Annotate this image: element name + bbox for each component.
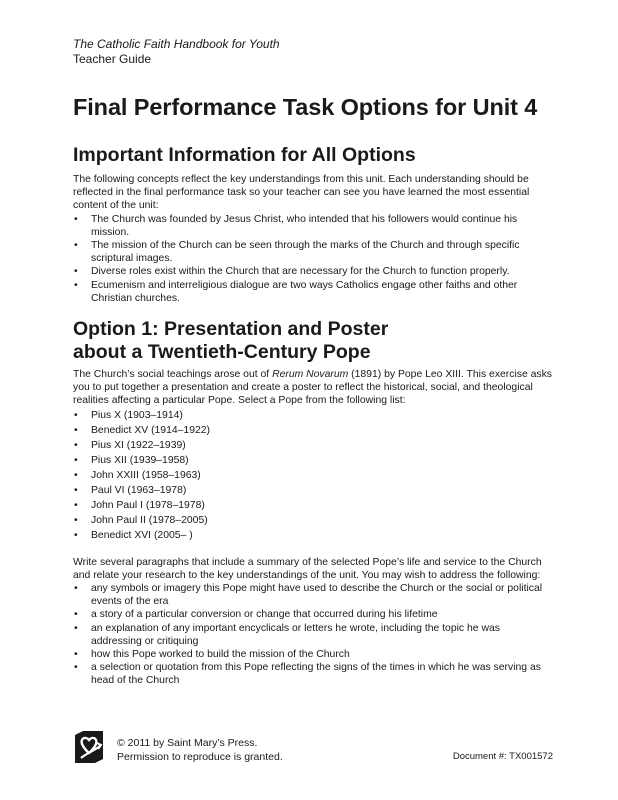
list-item: • Pius XI (1922–1939) <box>73 438 553 453</box>
guide-label: Teacher Guide <box>73 52 152 66</box>
list-item: • John XXIII (1958–1963) <box>73 468 553 483</box>
intro-text-after: (1891) by Pope Leo XIII. This exercise asks you to put together a presentation and create a poster to reflect the historical, social, and theological realities affecting a particular Pope. Select a Pope from the following list: <box>73 369 552 407</box>
list-item: • Diverse roles exist within the Church that are necessary for the Church to function properly. <box>73 265 553 278</box>
document-footer <box>73 729 553 769</box>
list-item: • Ecumenism and interreligious dialogue are two ways Catholics engage other faiths and other Christian churches. <box>73 279 553 305</box>
heading-line-1: Option 1: Presentation and Poster <box>73 318 389 340</box>
document-number: Document #: TX001572 <box>452 751 553 762</box>
section-heading <box>73 318 553 364</box>
encyclical-title: Rerum Novarum <box>272 369 349 380</box>
list-item: • Paul VI (1963–1978) <box>73 483 553 498</box>
document-header <box>73 37 280 67</box>
list-item: • The Church was founded by Jesus Christ, who intended that his followers would continue his mission. <box>73 213 553 239</box>
list-item: • Benedict XV (1914–1922) <box>73 423 553 438</box>
intro-text-before: The Church’s social teachings arose out of <box>73 369 273 380</box>
key-understandings-list <box>73 213 553 305</box>
section-heading: Important Information for All Options <box>73 144 416 166</box>
permission-text: Permission to reproduce is granted. <box>117 750 283 763</box>
copyright-notice <box>117 737 283 764</box>
section-option-1 <box>73 318 553 688</box>
list-item: • a story of a particular conversion or change that occurred during his lifetime <box>73 608 553 621</box>
saint-marys-press-logo-icon <box>73 729 105 765</box>
heading-line-2: about a Twentieth-Century Pope <box>73 341 371 363</box>
book-title: The Catholic Faith Handbook for Youth <box>73 37 280 51</box>
list-item: • Pius XII (1939–1958) <box>73 453 553 468</box>
copyright-text: © 2011 by Saint Mary’s Press. <box>117 737 258 749</box>
instructions-paragraph: Write several paragraphs that include a summary of the selected Pope’s life and service to the Church and relate your research to the key understandings of the unit. You may wish to address the following: <box>73 556 542 581</box>
section-intro: The following concepts reflect the key understandings from this unit. Each understanding should be reflected in the final performance task so your teacher can see you have learned the most essential content of the unit: <box>73 174 530 212</box>
section-important-info <box>73 144 553 305</box>
page-title: Final Performance Task Options for Unit 4 <box>73 94 538 120</box>
topics-list <box>73 582 553 688</box>
list-item: • John Paul I (1978–1978) <box>73 498 553 513</box>
list-item: • John Paul II (1978–2005) <box>73 513 553 528</box>
list-item: • a selection or quotation from this Pope reflecting the signs of the times in which he was serving as head of the Church <box>73 661 553 687</box>
popes-list <box>73 408 553 543</box>
option-intro <box>73 368 553 408</box>
list-item: • any symbols or imagery this Pope might have used to describe the Church or the social or political events of the era <box>73 582 553 608</box>
list-item: • Benedict XVI (2005– ) <box>73 528 553 543</box>
list-item: • how this Pope worked to build the mission of the Church <box>73 648 553 661</box>
list-item: • an explanation of any important encyclicals or letters he wrote, including the topic he was addressing or critiquing <box>73 622 553 648</box>
list-item: • The mission of the Church can be seen through the marks of the Church and through specific scriptural images. <box>73 239 553 265</box>
list-item: • Pius X (1903–1914) <box>73 408 553 423</box>
